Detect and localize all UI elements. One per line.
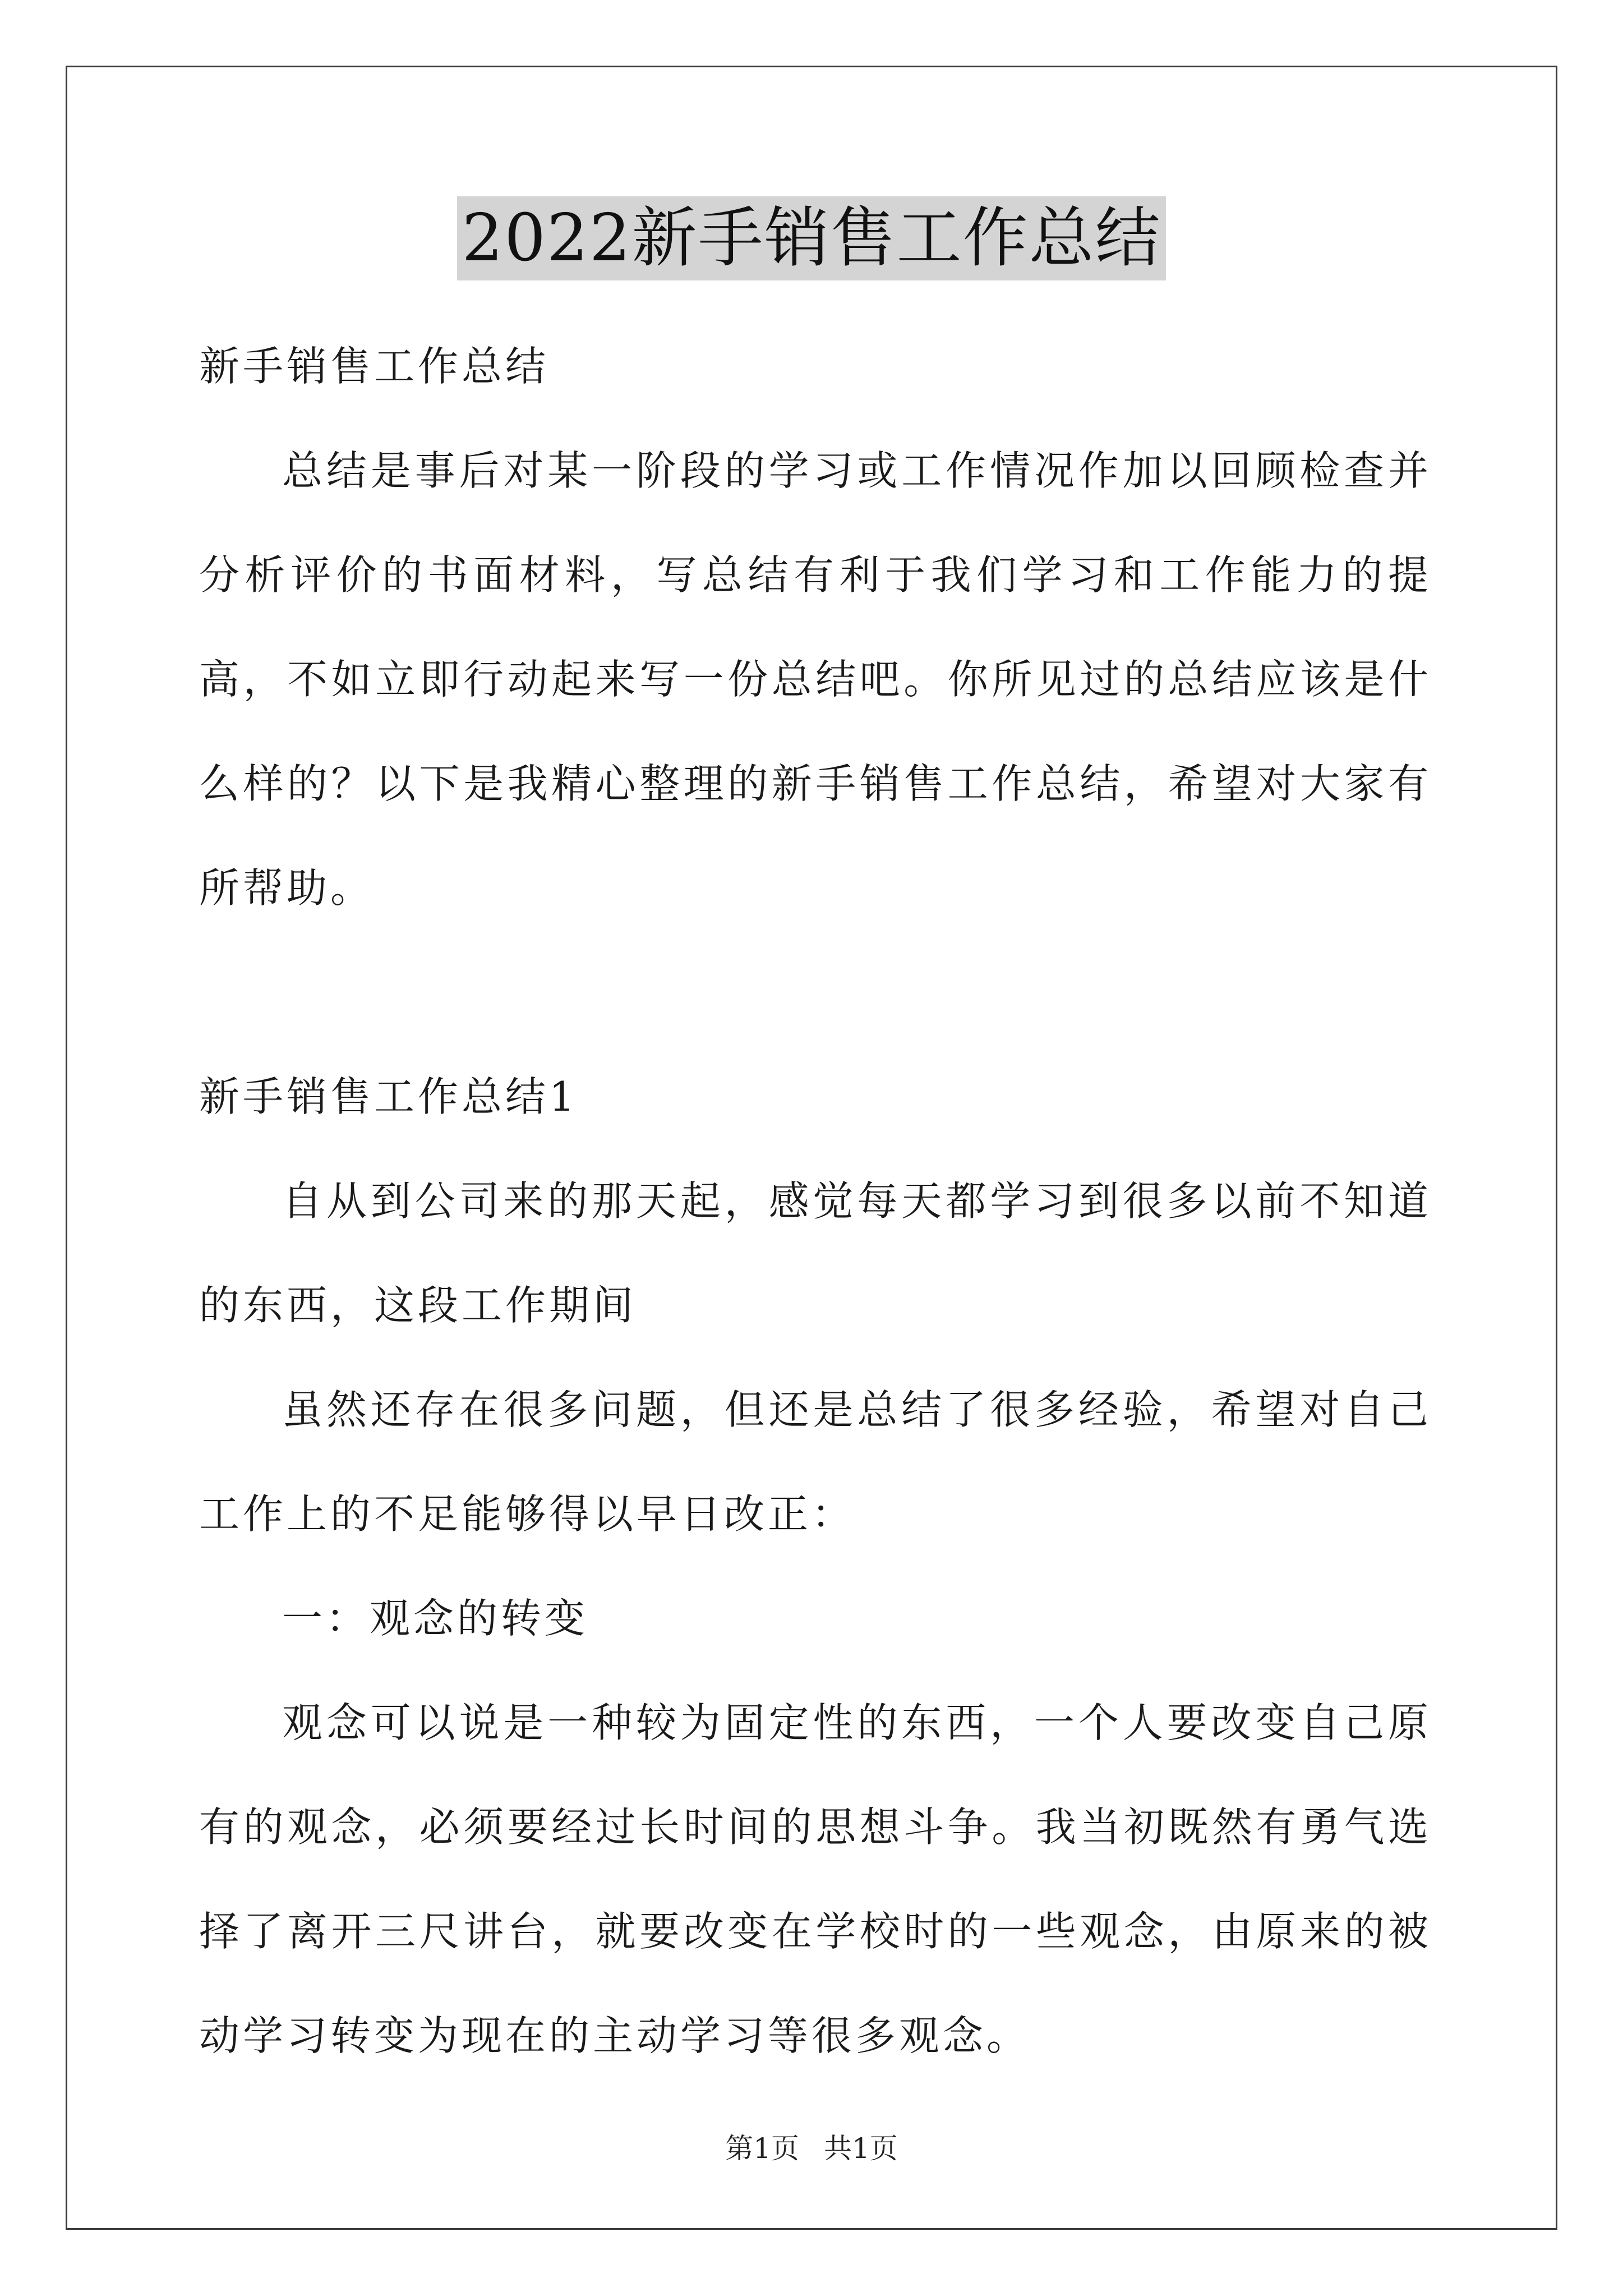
- section-heading: 新手销售工作总结: [199, 343, 550, 390]
- body-paragraph: 自从到公司来的那天起，感觉每天都学习到很多以前不知道的东西，这段工作期间: [199, 1177, 1432, 1329]
- paragraph-spacer: [199, 940, 1432, 1045]
- body-paragraph: 观念可以说是一种较为固定性的东西，一个人要改变自己原有的观念，必须要经过长时间的思想斗争。我当初既然有勇气选择了离开三尺讲台，就要改变在学校时的一些观念，由原来的被动学习转变为现在的主动学习等很多观念。: [199, 1699, 1432, 2059]
- body-paragraph: 虽然还存在很多问题，但还是总结了很多经验，希望对自己工作上的不足能够得以早日改正：: [199, 1386, 1432, 1538]
- section-heading-1: 新手销售工作总结1: [199, 1073, 578, 1120]
- page-number: 第1页: [725, 2132, 800, 2165]
- document-body: [199, 314, 1432, 2088]
- page-total: 共1页: [823, 2132, 898, 2165]
- intro-paragraph: 总结是事后对某一阶段的学习或工作情况作加以回顾检查并分析评价的书面材料，写总结有利于我们学习和工作能力的提高，不如立即行动起来写一份总结吧。你所见过的总结应该是什么样的？以下是我精心整理的新手销售工作总结，希望对大家有所帮助。: [199, 447, 1432, 912]
- subsection-heading: 一：观念的转变: [282, 1595, 589, 1642]
- document-title: 2022新手销售工作总结: [457, 196, 1165, 280]
- title-container: [0, 196, 1623, 280]
- page-footer: [0, 2129, 1623, 2168]
